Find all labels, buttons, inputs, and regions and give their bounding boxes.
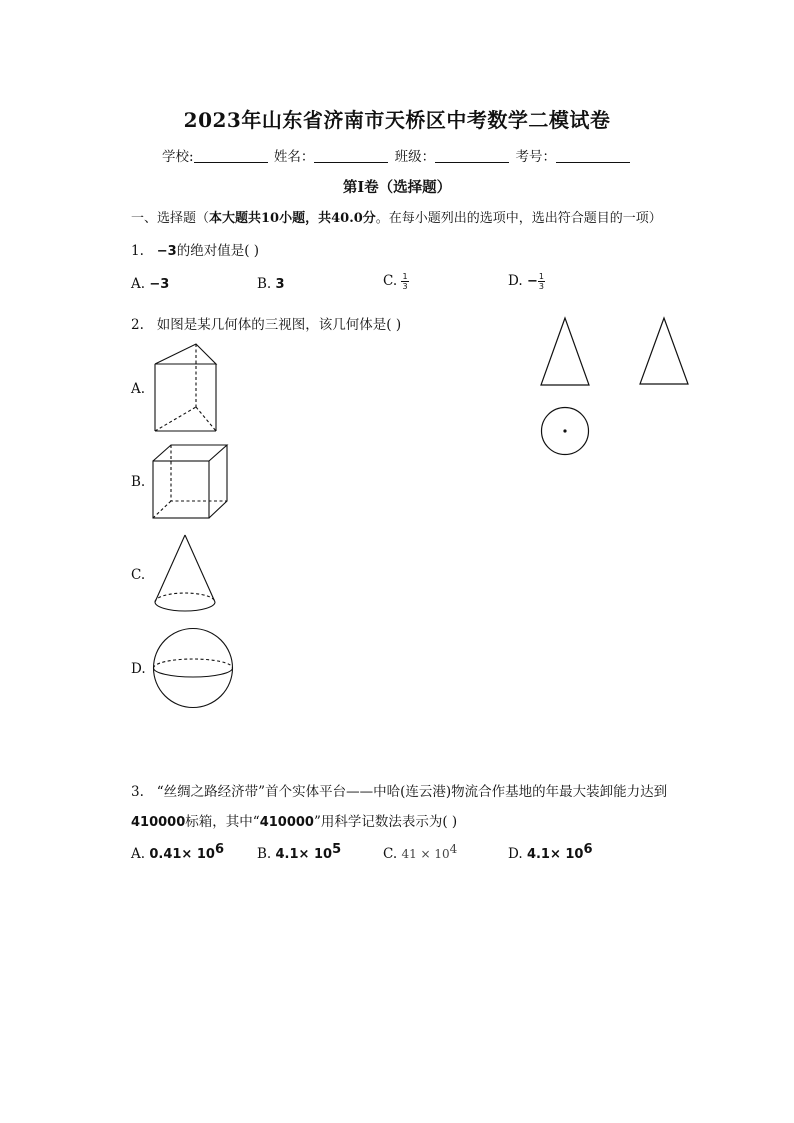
front-view-figure bbox=[538, 316, 592, 388]
q3-option-d[interactable]: D. $4.1\times 10^6$ bbox=[508, 842, 593, 862]
class-label: 班级： bbox=[394, 149, 436, 165]
school-blank[interactable] bbox=[194, 148, 268, 163]
sphere-figure[interactable] bbox=[150, 626, 236, 712]
question-3-stem-line2: 410000标箱，其中“410000”用科学记数法表示为( ) bbox=[131, 814, 458, 830]
q1-option-a[interactable]: A. −3 bbox=[131, 276, 170, 292]
heading-suffix: 。在每小题列出的选项中，选出符合题目的一项） bbox=[375, 211, 662, 226]
triangular-prism-figure[interactable] bbox=[150, 340, 222, 435]
cube-figure[interactable] bbox=[150, 442, 230, 522]
question-2-stem bbox=[131, 313, 401, 333]
q1-option-c[interactable]: C. $\frac{1}{3}$ bbox=[383, 272, 408, 291]
question-1-text: 的绝对值是( ) bbox=[176, 243, 260, 259]
question-2-number: 2. bbox=[131, 317, 144, 333]
fraction: $\frac{1}{3}$ bbox=[402, 272, 408, 291]
part-one-heading bbox=[131, 207, 662, 226]
q2-option-a-label[interactable]: A. bbox=[131, 381, 146, 397]
question-3-number: 3. bbox=[131, 784, 144, 800]
heading-bold: 本大题共10小题，共40.0分 bbox=[209, 211, 376, 226]
side-view-figure bbox=[636, 316, 692, 388]
name-blank[interactable] bbox=[314, 148, 388, 163]
question-1-stem bbox=[131, 239, 259, 259]
exam-number-label: 考号： bbox=[515, 149, 556, 165]
question-1-number: 1. bbox=[131, 243, 144, 259]
fraction: $\frac{1}{3}$ bbox=[538, 272, 544, 291]
exam-number-blank[interactable] bbox=[556, 148, 630, 163]
q3-option-b[interactable]: B. $4.1\times 10^5$ bbox=[257, 842, 342, 862]
section-title: 第I卷（选择题） bbox=[342, 179, 452, 196]
q2-option-c-label[interactable]: C. bbox=[131, 567, 146, 583]
school-label: 学校: bbox=[162, 149, 194, 165]
class-blank[interactable] bbox=[435, 148, 509, 163]
q2-option-d-label[interactable]: D. bbox=[131, 661, 146, 677]
question-3-stem-line1 bbox=[131, 780, 667, 800]
question-3-line1: “丝绸之路经济带”首个实体平台——中哈(连云港)物流合作基地的年最大装卸能力达到 bbox=[156, 784, 668, 800]
name-label: 姓名： bbox=[273, 149, 315, 165]
cone-figure[interactable] bbox=[150, 532, 220, 614]
heading-prefix: 一、选择题（ bbox=[131, 211, 210, 226]
top-view-figure bbox=[538, 404, 592, 458]
exam-title: 2023年山东省济南市天桥区中考数学二模试卷 bbox=[183, 108, 611, 132]
student-info-line bbox=[0, 145, 794, 165]
q1-option-b[interactable]: B. 3 bbox=[257, 276, 285, 292]
q2-option-b-label[interactable]: B. bbox=[131, 474, 146, 490]
question-1-math: −3 bbox=[156, 244, 177, 259]
q3-option-a[interactable]: A. $0.41\times 10^6$ bbox=[131, 842, 224, 862]
q1-option-d[interactable]: D. − $\frac{1}{3}$ bbox=[508, 272, 544, 291]
question-2-text: 如图是某几何体的三视图，该几何体是( ) bbox=[156, 317, 402, 333]
q3-option-c[interactable]: C. $41 \times 10^4$ bbox=[383, 842, 458, 862]
